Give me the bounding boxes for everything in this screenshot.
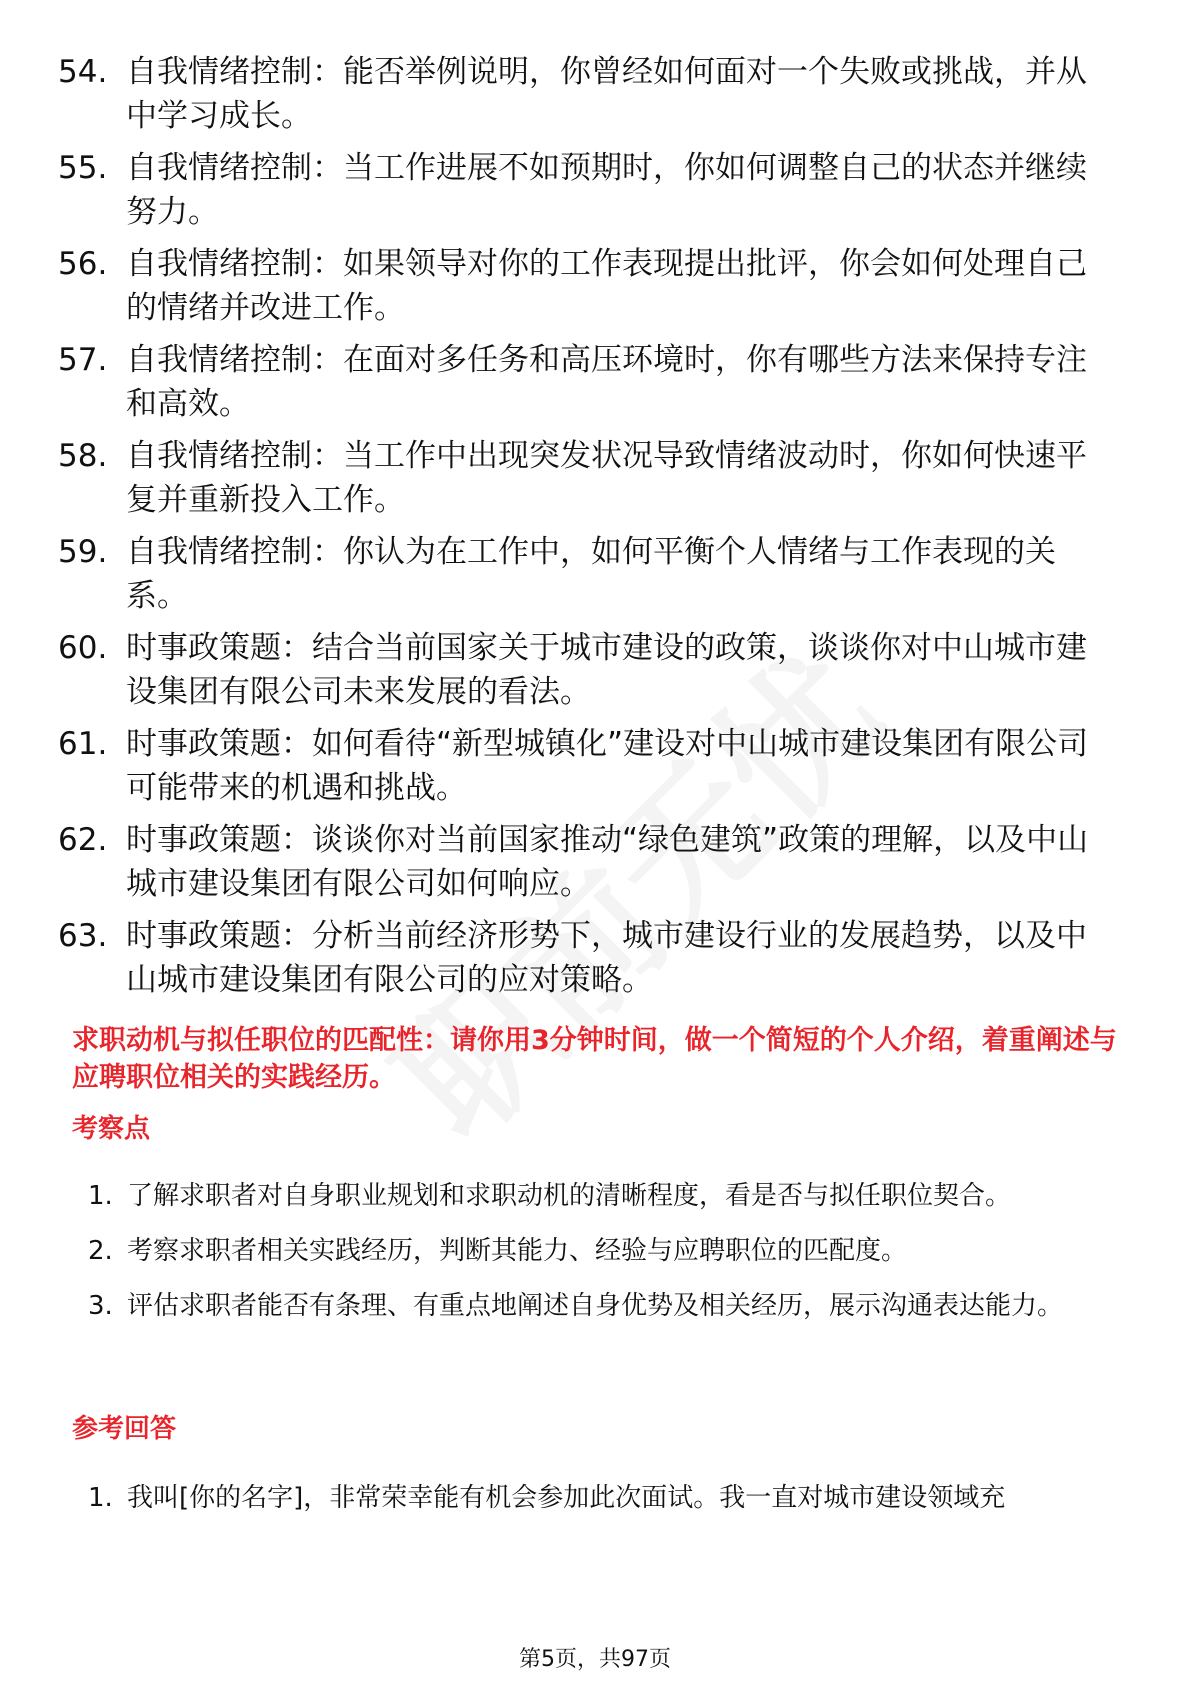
question-text: 自我情绪控制：如果领导对你的工作表现提出批评，你会如何处理自己的情绪并改进工作。 [126,246,1087,326]
question-number: 58. [58,438,108,474]
question-number: 55. [58,150,108,186]
exam-point-text: 评估求职者能否有条理、有重点地阐述自身优势及相关经历，展示沟通表达能力。 [127,1291,1064,1321]
question-text: 自我情绪控制：你认为在工作中，如何平衡个人情绪与工作表现的关系。 [126,534,1056,614]
exam-point-text: 了解求职者对自身职业规划和求职动机的清晰程度，看是否与拟任职位契合。 [127,1181,1012,1211]
section-heading: 求职动机与拟任职位的匹配性：请你用3分钟时间，做一个简短的个人介绍，着重阐述与应聘职位相关的实践经历。 [72,1025,1117,1093]
question-text: 时事政策题：如何看待“新型城镇化”建设对中山城市建设集团有限公司可能带来的机遇和挑战。 [126,726,1089,806]
question-number: 54. [58,54,108,90]
question-text: 时事政策题：谈谈你对当前国家推动“绿色建筑”政策的理解，以及中山城市建设集团有限公司如何响应。 [126,822,1089,902]
exam-point-text: 考察求职者相关实践经历，判断其能力、经验与应聘职位的匹配度。 [127,1236,908,1266]
question-text: 时事政策题：分析当前经济形势下，城市建设行业的发展趋势，以及中山城市建设集团有限公司的应对策略。 [126,918,1087,998]
question-text: 自我情绪控制：当工作进展不如预期时，你如何调整自己的状态并继续努力。 [126,150,1087,230]
question-number: 60. [58,630,108,666]
answer-text: 我叫[你的名字]，非常荣幸能有机会参加此次面试。我一直对城市建设领域充 [127,1483,1006,1513]
question-item [58,914,1118,1002]
question-number: 56. [58,246,108,282]
exam-points-label: 考察点 [72,1114,151,1144]
question-item [58,722,1118,810]
question-number: 62. [58,822,108,858]
answer-number: 1. [88,1483,113,1513]
reference-answer-label: 参考回答 [72,1414,177,1444]
question-item [58,818,1118,906]
question-item [58,50,1118,138]
exam-point-number: 2. [88,1236,113,1266]
question-item [58,434,1118,522]
question-number: 61. [58,726,108,762]
answer-item [88,1469,1118,1527]
question-text: 自我情绪控制：在面对多任务和高压环境时，你有哪些方法来保持专注和高效。 [126,342,1087,422]
question-text: 时事政策题：结合当前国家关于城市建设的政策，谈谈你对中山城市建设集团有限公司未来发展的看法。 [126,630,1087,710]
exam-point-number: 3. [88,1291,113,1321]
question-text: 自我情绪控制：当工作中出现突发状况导致情绪波动时，你如何快速平复并重新投入工作。 [126,438,1087,518]
exam-point-item [88,1167,1118,1225]
question-number: 63. [58,918,108,954]
page-footer: 第5页，共97页 [519,1647,671,1672]
question-item [58,626,1118,714]
question-number: 59. [58,534,108,570]
question-number: 57. [58,342,108,378]
question-text: 自我情绪控制：能否举例说明，你曾经如何面对一个失败或挑战，并从中学习成长。 [126,54,1087,134]
exam-point-item [88,1222,1118,1280]
question-item [58,530,1118,618]
exam-point-item [88,1277,1118,1335]
question-item [58,242,1118,330]
question-item [58,146,1118,234]
exam-point-number: 1. [88,1181,113,1211]
question-item [58,338,1118,426]
